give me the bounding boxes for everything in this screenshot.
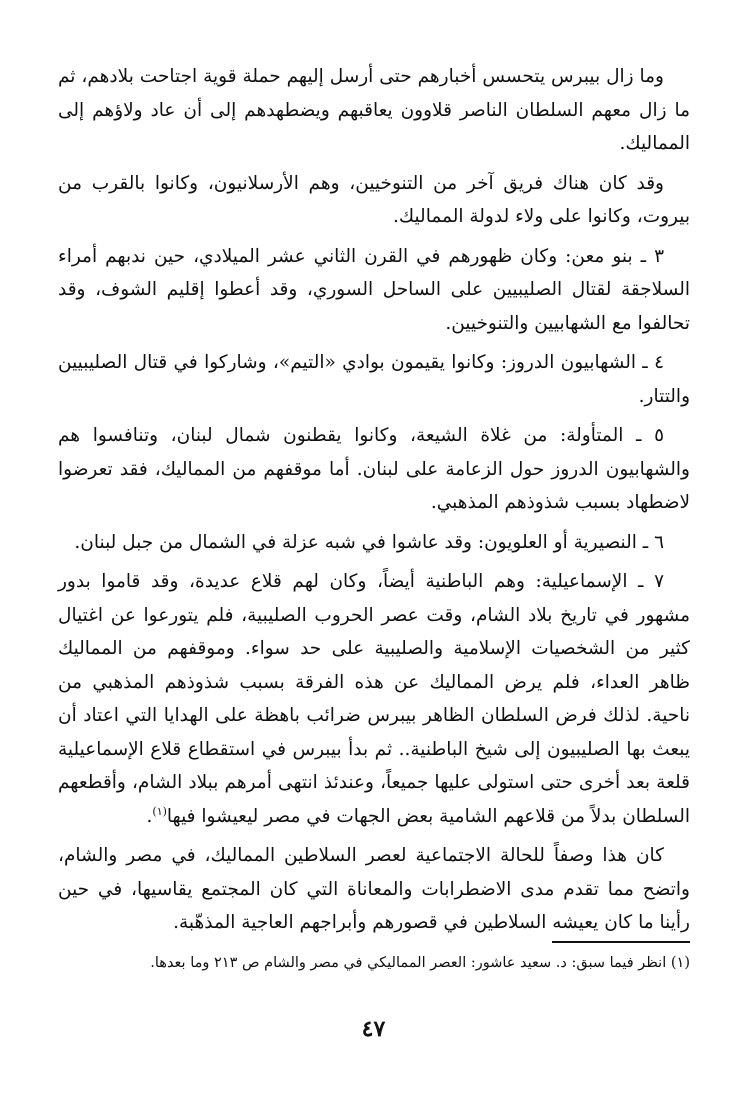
footnote-reference: (١)	[152, 804, 167, 818]
paragraph-conclusion: كان هذا وصفاً للحالة الاجتماعية لعصر السلاطين المماليك، في مصر والشام، واتضح مما تقدم مدى الاضطرابات والمعاناة التي كان المجتمع يقاسيها، في حين رأينا ما كان يعيشه السلاطين في قصورهم وأبراجهم العاجية المذهّبة.	[58, 845, 690, 933]
paragraph-arslanids: وقد كان هناك فريق آخر من التنوخيين، وهم الأرسلانيون، وكانوا بالقرب من بيروت، وكانوا على ولاء لدولة المماليك.	[58, 172, 690, 227]
paragraph-nusayris: ٦ ـ النصيرية أو العلويون: وقد عاشوا في شبه عزلة في الشمال من جبل لبنان.	[74, 531, 664, 553]
footnote: (١) انظر فيما سبق: د. سعيد عاشور: العصر المماليكي في مصر والشام ص ٢١٣ وما بعدها.	[150, 955, 690, 971]
paragraph-mutawila: ٥ ـ المتأولة: من غلاة الشيعة، وكانوا يقطنون شمال لبنان، وتنافسوا هم والشهابيون الدروز حول الزعامة على لبنان. أما موقفهم من المماليك، فقد تعرضوا لاضطهاد بسبب شذوذهم المذهبي.	[58, 425, 690, 513]
page-number: ٤٧	[361, 1016, 386, 1042]
paragraph-ismailis: ٧ ـ الإسماعيلية: وهم الباطنية أيضاً، وكان لهم قلاع عديدة، وقد قاموا بدور مشهور في تاريخ بلاد الشام، وقت عصر الحروب الصليبية، فلم يتورعوا عن اغتيال كثير من الشخصيات الإسلامية والصليبية على حد سواء. وموقفهم من المماليك ظاهر العداء، فلم يرض المماليك عن هذه الفرقة بسبب شذوذهم المذهبي من ناحية. لذلك فرض السلطان الظاهر بيبرس ضرائب باهظة على الهدايا التي اعتاد أن يبعث بها الصليبيون إلى شيخ الباطنية.. ثم بدأ بيبرس في استقطاع قلاع الإسماعيلية قلعة بعد أخرى حتى استولى عليها جميعاً، وعندئذ انتهى أمرهم ببلاد الشام، وأقطعهم السلطان بدلاً من قلاعهم الشامية بعض الجهات في مصر ليعيشوا فيها$^{(١)}$.	[58, 571, 690, 827]
footnote-divider	[552, 941, 690, 943]
paragraph-banu-maan: ٣ ـ بنو معن: وكان ظهورهم في القرن الثاني عشر الميلادي، حين ندبهم أمراء السلاجقة لقتال الصليبيين على الساحل السوري، وقد أعطوا إقليم الشوف، وقد تحالفوا مع الشهابيين والتنوخيين.	[58, 245, 690, 334]
paragraph-shihabi-druze: ٤ ـ الشهابيون الدروز: وكانوا يقيمون بوادي «التيم»، وشاركوا في قتال الصليبيين والتتار.	[58, 352, 690, 407]
page-body	[58, 60, 690, 946]
paragraph-druze-persecution: وما زال بيبرس يتحسس أخبارهم حتى أرسل إليهم حملة قوية اجتاحت بلادهم، ثم ما زال معهم السلطان الناصر قلاوون يعاقبهم ويضطهدهم إلى أن عاد ولاؤهم إلى المماليك.	[58, 66, 690, 154]
paragraph-ismailis-text: ٧ ـ الإسماعيلية: وهم الباطنية أيضاً، وكان لهم قلاع عديدة، وقد قاموا بدور مشهور في تاريخ بلاد الشام، وقت عصر الحروب الصليبية، فلم يتورعوا عن اغتيال كثير من الشخصيات الإسلامية والصليبية على حد سواء. وموقفهم من المماليك ظاهر العداء، فلم يرض المماليك عن هذه الفرقة بسبب شذوذهم المذهبي من ناحية. لذلك فرض السلطان الظاهر بيبرس ضرائب باهظة على الهدايا التي اعتاد أن يبعث بها الصليبيون إلى شيخ الباطنية.. ثم بدأ بيبرس في استقطاع قلاع الإسماعيلية قلعة بعد أخرى حتى استولى عليها جميعاً، وعندئذ انتهى أمرهم ببلاد الشام، وأقطعهم السلطان بدلاً من قلاعهم الشامية بعض الجهات في مصر ليعيشوا فيها	[58, 571, 690, 827]
